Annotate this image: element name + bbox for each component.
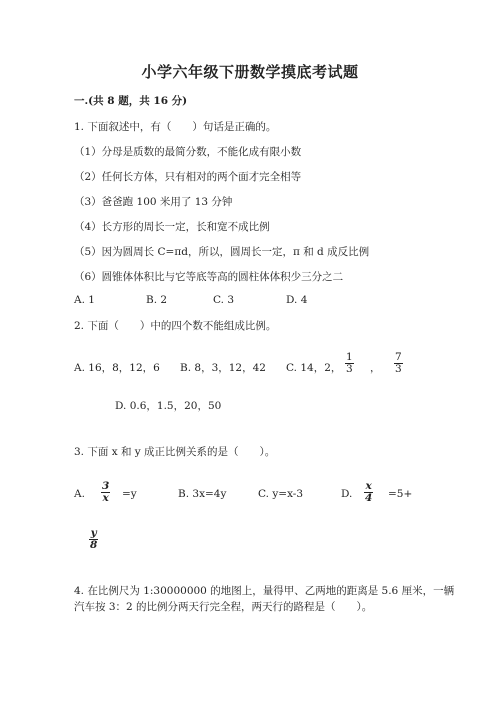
q1-statement-2: （2）任何长方体，只有相对的两个面才完全相等 (74, 171, 302, 183)
q3-option-d-suffix: =5+ (388, 488, 413, 500)
question-1-stem: 1. 下面叙述中，有（ ）句话是正确的。 (74, 121, 277, 133)
q2-option-c: C. 14，2， (286, 362, 342, 374)
q3-option-d-fraction: $\frac{x}{4}$ (365, 480, 373, 505)
q2-option-d: D. 0.6，1.5，20，50 (115, 400, 222, 412)
q1-statement-1: （1）分母是质数的最简分数，不能化成有限小数 (74, 146, 302, 158)
question-3-stem: 3. 下面 x 和 y 成正比例关系的是（ ）。 (74, 446, 276, 458)
q1-option-d: D. 4 (286, 294, 308, 306)
q1-option-a: A. 1 (74, 294, 95, 306)
q3-option-b: B. 3x=4y (178, 488, 227, 500)
q3-option-d-fraction-2: $\frac{y}{8}$ (90, 527, 98, 552)
q1-statement-6: （6）圆锥体体积比与它等底等高的圆柱体体积少三分之二 (74, 271, 344, 283)
section-heading: 一.(共 8 题，共 16 分) (74, 95, 188, 107)
q1-statement-4: （4）长方形的周长一定，长和宽不成比例 (74, 221, 270, 233)
q2-option-b: B. 8，3，12，42 (180, 362, 266, 374)
q2-option-a: A. 16，8，12，6 (74, 362, 160, 374)
q1-statement-3: （3）爸爸跑 100 米用了 13 分钟 (74, 196, 233, 208)
q3-option-a-fraction: $\frac{3}{x}$ (102, 480, 110, 505)
question-4-line-2: 汽车按 3：2 的比例分两天行完全程，两天行的路程是（ ）。 (74, 601, 373, 613)
q3-option-d-label: D. (341, 488, 353, 500)
question-2-stem: 2. 下面（ ）中的四个数不能组成比例。 (74, 320, 277, 332)
question-4-line-1: 4. 在比例尺为 1:30000000 的地图上，量得甲、乙两地的距离是 5.6 厘米，一辆 (74, 585, 455, 597)
q3-option-a-label: A. (74, 488, 85, 500)
q2-option-c-fraction-2: $\frac{7}{3}$ (395, 351, 402, 376)
q1-option-c: C. 3 (213, 294, 235, 306)
q1-statement-5: （5）因为圆周长 C=πd，所以，圆周长一定，π 和 d 成反比例 (74, 246, 370, 258)
q3-option-c: C. y=x-3 (258, 488, 304, 500)
q2-option-c-separator: ， (370, 362, 381, 374)
q1-option-b: B. 2 (146, 294, 168, 306)
page-title: 小学六年级下册数学摸底考试题 (141, 63, 359, 81)
q2-option-c-fraction-1: $\frac{1}{3}$ (346, 351, 353, 376)
q3-option-a-suffix: =y (122, 488, 137, 500)
